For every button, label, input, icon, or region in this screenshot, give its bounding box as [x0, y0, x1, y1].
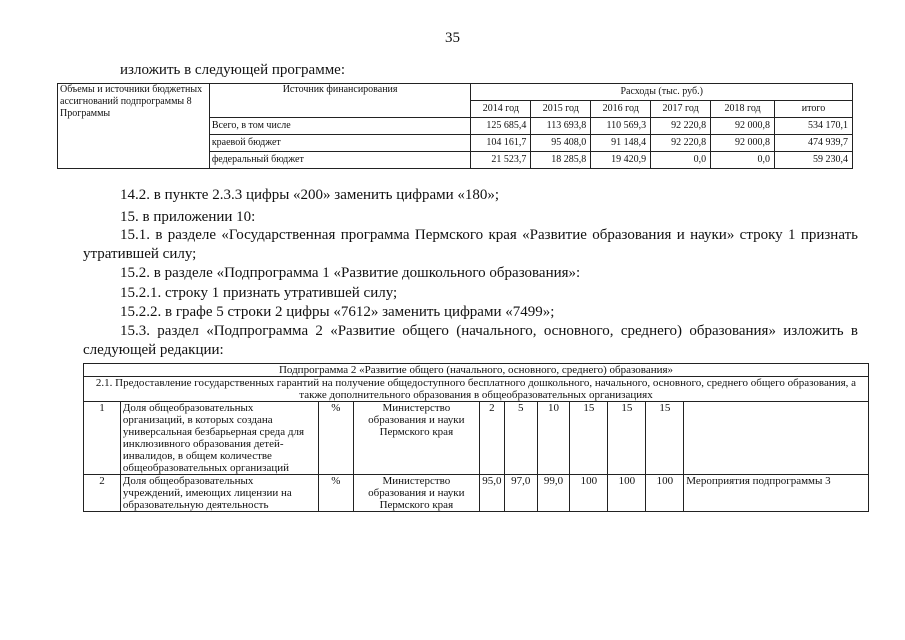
- indicator-value: 2: [479, 402, 504, 475]
- funding-source-label: федеральный бюджет: [209, 152, 471, 169]
- paragraph-15-1: 15.1. в разделе «Государственная программа Пермского края «Развитие образования и науки» строку 1 признать утратившей силу;: [83, 227, 858, 262]
- funding-source-label: Всего, в том числе: [209, 118, 471, 135]
- paragraph-15-2-1: 15.2.1. строку 1 признать утратившей силу;: [120, 285, 398, 301]
- paragraph-14-2: 14.2. в пункте 2.3.3 цифры «200» заменить цифрами «180»;: [120, 187, 500, 203]
- funding-table: [57, 83, 853, 169]
- year-header: 2017 год: [651, 101, 711, 118]
- indicator-value: 100: [646, 475, 684, 512]
- indicator-responsible: Министерство образования и науки Пермского края: [353, 402, 479, 475]
- year-header: 2016 год: [591, 101, 651, 118]
- funding-row-header: Объемы и источники бюджетных ассигнований подпрограммы 8 Программы: [58, 84, 210, 169]
- table-row: [84, 402, 869, 475]
- page-number: 35: [445, 30, 460, 46]
- funding-value: 95 408,0: [531, 135, 591, 152]
- indicator-value: 10: [537, 402, 570, 475]
- indicator-name: Доля общеобразовательных организаций, в которых создана универсальная безбарьерная среда для инклюзивного образования детей-инвалидов, в общем количестве общеобразовательных организаций: [120, 402, 318, 475]
- funding-value: 104 161,7: [471, 135, 531, 152]
- year-header: 2018 год: [711, 101, 775, 118]
- indicator-value: 5: [504, 402, 537, 475]
- indicator-value: 100: [608, 475, 646, 512]
- indicator-value: 15: [646, 402, 684, 475]
- paragraph-15-2: 15.2. в разделе «Подпрограмма 1 «Развитие дошкольного образования»:: [120, 265, 581, 281]
- funding-value: 92 220,8: [651, 135, 711, 152]
- indicator-value: 15: [570, 402, 608, 475]
- expenses-header: Расходы (тыс. руб.): [471, 84, 853, 101]
- funding-value: 19 420,9: [591, 152, 651, 169]
- paragraph-15-2-2: 15.2.2. в графе 5 строки 2 цифры «7612» заменить цифрами «7499»;: [120, 304, 555, 320]
- intro-text: изложить в следующей программе:: [120, 62, 346, 78]
- indicator-value: 15: [608, 402, 646, 475]
- subprogram-title: Подпрограмма 2 «Развитие общего (начального, основного, среднего) образования»: [84, 364, 869, 377]
- paragraph-15-3: 15.3. раздел «Подпрограмма 2 «Развитие общего (начального, основного, среднего) образования» изложить в следующей редакции:: [83, 323, 858, 358]
- funding-total: 534 170,1: [775, 118, 853, 135]
- indicator-note: Мероприятия подпрограммы 3: [684, 475, 869, 512]
- funding-value: 92 220,8: [651, 118, 711, 135]
- indicator-value: 97,0: [504, 475, 537, 512]
- indicator-responsible: Министерство образования и науки Пермского края: [353, 475, 479, 512]
- indicator-value: 100: [570, 475, 608, 512]
- subprogram-table: [83, 363, 869, 512]
- row-number: 1: [84, 402, 121, 475]
- funding-value: 92 000,8: [711, 135, 775, 152]
- row-number: 2: [84, 475, 121, 512]
- subprogram-section: 2.1. Предоставление государственных гарантий на получение общедоступного бесплатного дошкольного, начального, основного, среднего общего образования, а также дополнительного образования в общеобразовательных организациях: [84, 377, 869, 402]
- indicator-note: [684, 402, 869, 475]
- year-header: 2014 год: [471, 101, 531, 118]
- indicator-name: Доля общеобразовательных учреждений, имеющих лицензии на образовательную деятельность: [120, 475, 318, 512]
- paragraph-15: 15. в приложении 10:: [120, 209, 256, 225]
- funding-total: 474 939,7: [775, 135, 853, 152]
- table-row: [84, 475, 869, 512]
- funding-value: 0,0: [651, 152, 711, 169]
- funding-value: 21 523,7: [471, 152, 531, 169]
- indicator-unit: %: [318, 475, 353, 512]
- indicator-unit: %: [318, 402, 353, 475]
- funding-source-label: краевой бюджет: [209, 135, 471, 152]
- total-header: итого: [775, 101, 853, 118]
- indicator-value: 99,0: [537, 475, 570, 512]
- funding-value: 113 693,8: [531, 118, 591, 135]
- funding-value: 125 685,4: [471, 118, 531, 135]
- funding-value: 18 285,8: [531, 152, 591, 169]
- funding-value: 110 569,3: [591, 118, 651, 135]
- funding-value: 0,0: [711, 152, 775, 169]
- funding-value: 92 000,8: [711, 118, 775, 135]
- year-header: 2015 год: [531, 101, 591, 118]
- funding-total: 59 230,4: [775, 152, 853, 169]
- funding-value: 91 148,4: [591, 135, 651, 152]
- funding-source-header: Источник финансирования: [209, 84, 471, 118]
- indicator-value: 95,0: [479, 475, 504, 512]
